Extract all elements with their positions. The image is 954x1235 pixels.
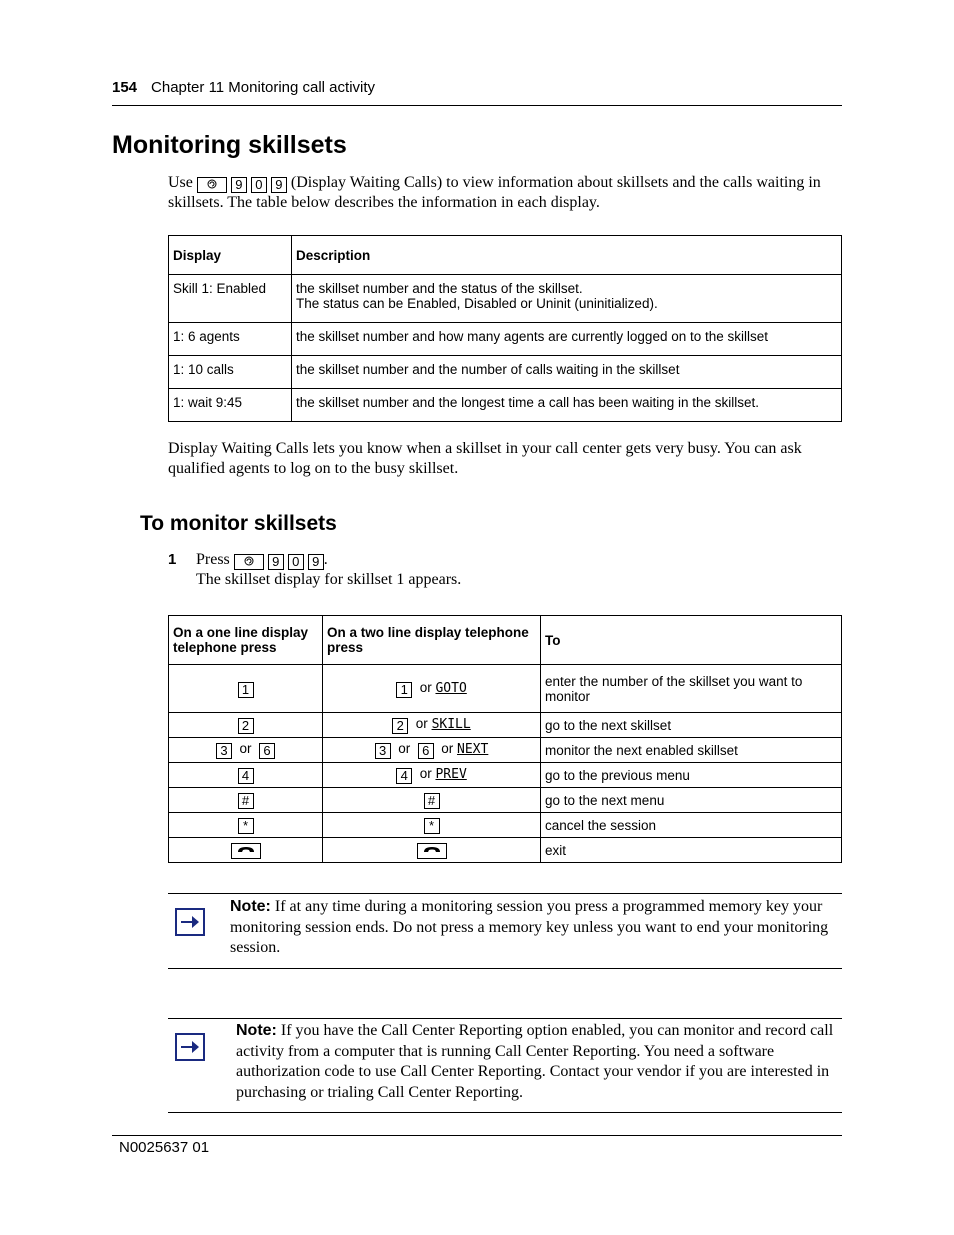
key-9: 9 [231,177,247,193]
description-line: the skillset number and the status of the skillset. [296,281,583,296]
description-line: The status can be Enabled, Disabled or Uninit (uninitialized). [296,296,658,311]
two-line-cell [323,788,541,813]
page-number: 154 [112,79,138,96]
key-pound: # [424,793,440,809]
display-cell: 1: 6 agents [169,323,292,356]
table-row [169,323,842,356]
document-number: N0025637 01 [119,1139,210,1156]
feature-key-icon [234,554,264,570]
step-press: Press [196,551,230,568]
one-line-cell [169,763,323,788]
two-line-cell [323,763,541,788]
key-6: 6 [418,743,434,759]
action-cell: go to the previous menu [541,763,842,788]
step-period: . [323,551,328,568]
table-row [169,838,842,863]
display-key-prev: PREV [435,767,467,782]
key-3: 3 [216,743,232,759]
action-cell: enter the number of the skillset you want to monitor [541,665,842,713]
key-0: 0 [288,554,304,570]
table-row [169,356,842,389]
two-line-cell [323,665,541,713]
action-cell: monitor the next enabled skillset [541,738,842,763]
release-key-icon [417,843,447,859]
footer-divider [112,1135,842,1136]
display-key-next: NEXT [457,742,489,757]
table-row [169,763,842,788]
display-description-table [168,235,842,422]
key-2: 2 [392,718,408,734]
arrow-right-icon [175,908,205,936]
column-header-one-line: On a one line display telephone press [169,616,323,665]
description-cell: the skillset number and how many agents are currently logged on to the skillset [292,323,842,356]
page-header [112,79,842,96]
feature-key-icon [197,177,227,193]
one-line-cell [169,788,323,813]
intro-paragraph [168,173,840,213]
display-key-goto: GOTO [435,680,467,696]
note-divider [168,1112,842,1113]
key-4: 4 [396,768,412,784]
column-header-display: Display [169,236,292,275]
note-label: Note: [230,898,271,915]
note-1 [230,897,840,959]
chapter-title: Chapter 11 Monitoring call activity [151,79,376,96]
key-pound: # [238,793,254,809]
action-cell: cancel the session [541,813,842,838]
description-cell: the skillset number and the number of calls waiting in the skillset [292,356,842,389]
key-2: 2 [238,718,254,734]
step-number: 1 [168,551,177,568]
two-line-cell [323,713,541,738]
description-cell: the skillset number and the longest time a call has been waiting in the skillset. [292,389,842,422]
note-2 [236,1021,840,1103]
section-title: To monitor skillsets [140,512,337,535]
key-9: 9 [308,554,324,570]
step-1 [196,550,836,590]
body-paragraph: Display Waiting Calls lets you know when a skillset in your call center gets very busy. You can ask qualified agents to log on to the busy skillset. [168,440,802,477]
key-0: 0 [251,177,267,193]
note-divider [168,968,842,969]
one-line-cell [169,838,323,863]
key-6: 6 [259,743,275,759]
table-row [169,788,842,813]
one-line-cell [169,713,323,738]
or-text: or [415,716,428,731]
note-text: If at any time during a monitoring session you press a programmed memory key your monitoring session ends. Do not press a memory key unless you want to end your monitoring session. [230,898,829,956]
two-line-cell [323,813,541,838]
intro-text: (Display Waiting Calls) to view information about skillsets and the calls waiting in skillsets. The table below describes the information in each display. [168,174,821,211]
table-row [169,738,842,763]
or-text: or [398,741,411,756]
header-divider [112,105,842,106]
note-text: If you have the Call Center Reporting option enabled, you can monitor and record call activity from a computer that is running Call Center Reporting. You need a software authorization code to use Call Center Reporting. Contact your vendor if you are interested in purchasing or trialing Call Center Reporting. [236,1022,834,1101]
key-9: 9 [268,554,284,570]
action-cell: go to the next skillset [541,713,842,738]
table-row [169,665,842,713]
note-divider [168,893,842,894]
key-9: 9 [271,177,287,193]
column-header-description: Description [292,236,842,275]
or-text: or [419,766,432,781]
column-header-to: To [541,616,842,665]
description-cell [292,275,842,323]
one-line-cell [169,738,323,763]
release-key-icon [231,843,261,859]
page-title: Monitoring skillsets [112,131,347,159]
table-row [169,389,842,422]
display-cell: Skill 1: Enabled [169,275,292,323]
table-row [169,813,842,838]
arrow-right-icon [175,1033,205,1061]
table-row [169,275,842,323]
display-cell: 1: 10 calls [169,356,292,389]
key-4: 4 [238,768,254,784]
action-cell: go to the next menu [541,788,842,813]
note-divider [168,1018,842,1019]
note-label: Note: [236,1022,277,1039]
or-text: or [419,679,432,695]
key-3: 3 [375,743,391,759]
or-text: or [239,741,252,756]
one-line-cell [169,813,323,838]
key-action-table [168,615,842,863]
or-text: or [441,741,454,756]
two-line-cell [323,838,541,863]
key-star: * [238,818,254,834]
one-line-cell [169,665,323,713]
intro-use: Use [168,174,193,191]
display-cell: 1: wait 9:45 [169,389,292,422]
key-1: 1 [238,682,254,698]
key-star: * [424,818,440,834]
table-row [169,713,842,738]
step-result: The skillset display for skillset 1 appears. [196,571,462,588]
table-header-row [169,236,842,275]
column-header-two-line: On a two line display telephone press [323,616,541,665]
action-cell: exit [541,838,842,863]
table-header-row [169,616,842,665]
key-1: 1 [396,682,412,698]
two-line-cell [323,738,541,763]
display-key-skill: SKILL [431,717,471,732]
